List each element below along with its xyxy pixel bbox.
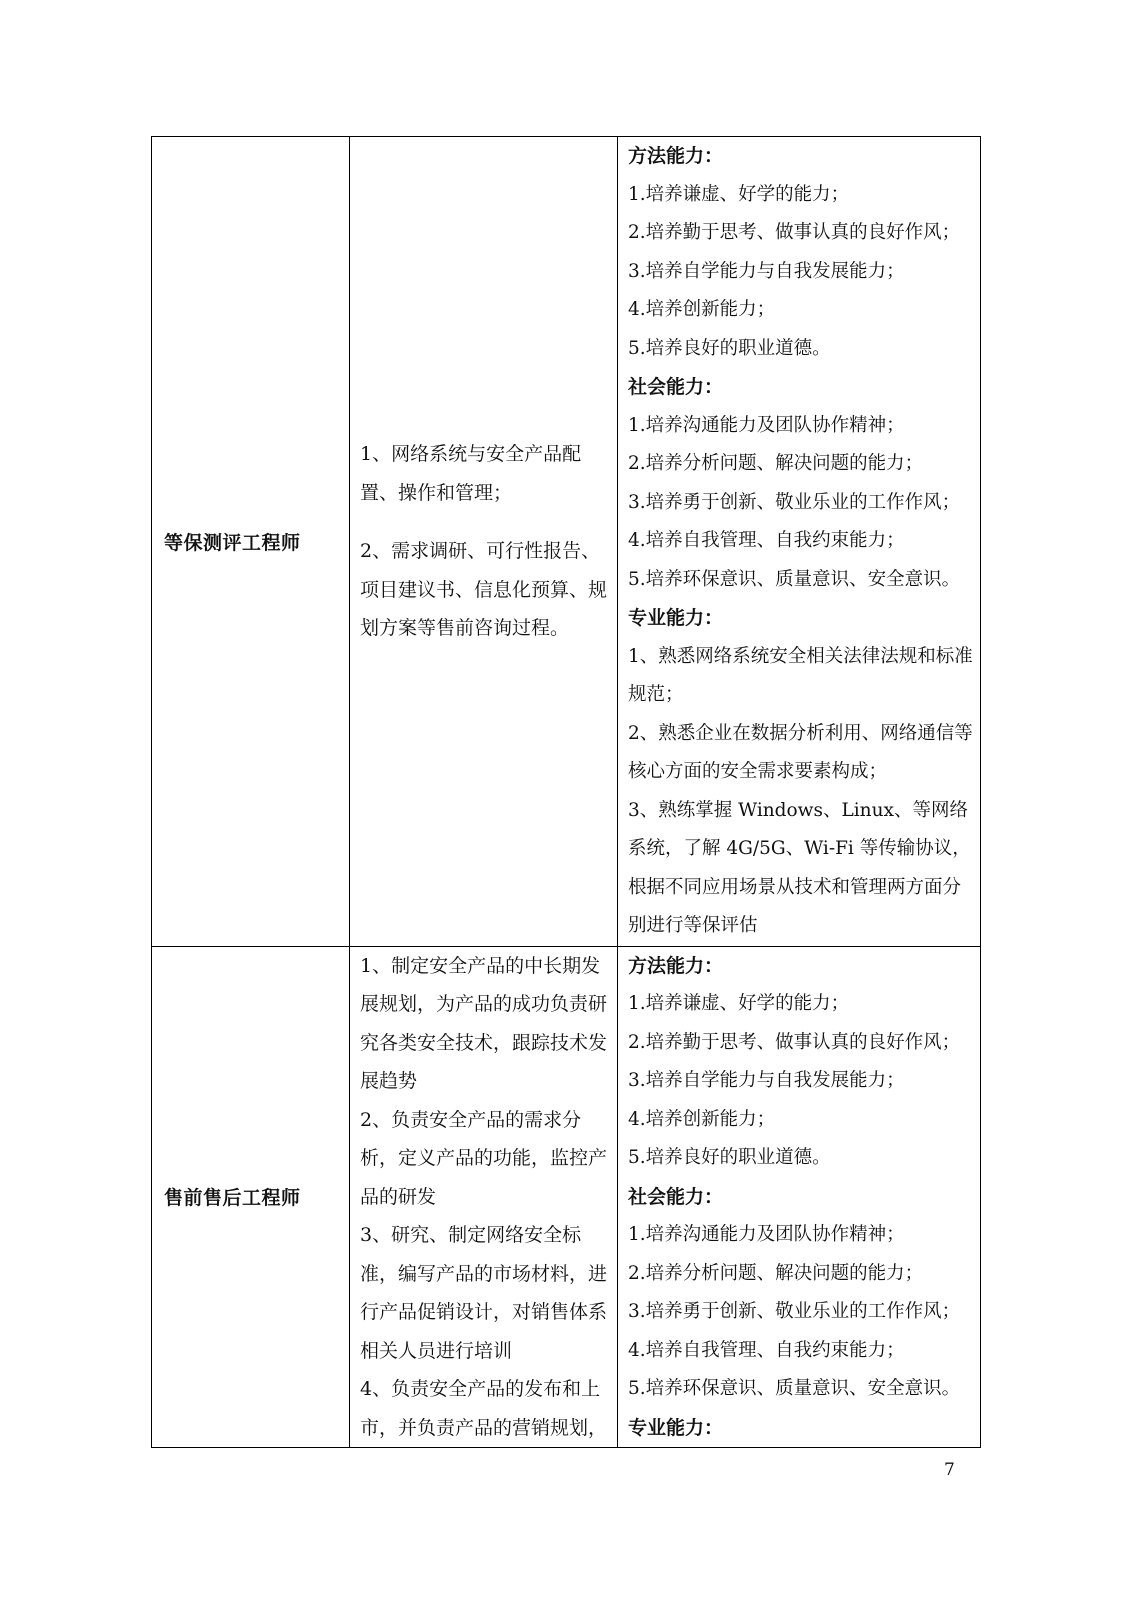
role-cell: 售前售后工程师 (152, 946, 350, 1448)
role-cell: 等保测评工程师 (152, 137, 350, 947)
ability-item: 2.培养勤于思考、做事认真的良好作风； (628, 1031, 961, 1053)
ability-item: 2.培养分析问题、解决问题的能力； (628, 453, 924, 474)
table-row (152, 137, 981, 947)
ability-item: 1、熟悉网络系统安全相关法律法规和标准规范； (628, 645, 973, 705)
duty-item: 4、负责安全产品的发布和上市，并负责产品的营销规划， (360, 1378, 608, 1439)
section-heading: 方法能力： (628, 145, 724, 167)
duty-item: 2、需求调研、可行性报告、项目建议书、信息化预算、规划方案等售前咨询过程。 (360, 540, 608, 639)
duty-cell (350, 946, 618, 1448)
duty-item: 1、网络系统与安全产品配置、操作和管理； (360, 443, 582, 504)
section-heading: 社会能力： (628, 376, 724, 398)
ability-item: 3、熟练掌握 Windows、Linux、等网络系统，了解 4G/5G、Wi-Fi 等传输协议，根据不同应用场景从技术和管理两方面分别进行等保评估 (628, 799, 971, 936)
section-heading: 专业能力： (628, 607, 724, 629)
ability-item: 1.培养沟通能力及团队协作精神； (628, 1224, 905, 1245)
ability-item: 2.培养分析问题、解决问题的能力； (628, 1262, 924, 1284)
ability-item: 1.培养谦虚、好学的能力； (628, 183, 850, 205)
ability-item: 3.培养自学能力与自我发展能力； (628, 1070, 905, 1091)
duty-item: 2、负责安全产品的需求分析，定义产品的功能，监控产品的研发 (360, 1108, 608, 1208)
spacer (360, 512, 609, 532)
ability-item: 5.培养环保意识、质量意识、安全意识。 (628, 568, 961, 590)
section-heading: 方法能力： (628, 954, 724, 977)
ability-item: 5.培养环保意识、质量意识、安全意识。 (628, 1378, 961, 1399)
ability-item: 3.培养勇于创新、敬业乐业的工作作风； (628, 491, 961, 513)
ability-item: 1.培养谦虚、好学的能力； (628, 993, 850, 1014)
ability-item: 4.培养自我管理、自我约束能力； (628, 530, 905, 551)
ability-item: 4.培养自我管理、自我约束能力； (628, 1339, 905, 1361)
ability-item: 2、熟悉企业在数据分析利用、网络通信等核心方面的安全需求要素构成； (628, 722, 973, 782)
ability-item: 4.培养创新能力； (628, 299, 776, 320)
ability-item: 5.培养良好的职业道德。 (628, 1147, 831, 1168)
duty-cell (350, 137, 618, 947)
ability-item: 1.培养沟通能力及团队协作精神； (628, 414, 905, 436)
duty-item: 3、研究、制定网络安全标准，编写产品的市场材料，进行产品促销设计，对销售体系相关人员进行培训 (360, 1224, 608, 1362)
ability-item: 3.培养勇于创新、敬业乐业的工作作风； (628, 1301, 961, 1322)
ability-cell (618, 137, 981, 947)
ability-item: 2.培养勤于思考、做事认真的良好作风； (628, 222, 961, 243)
job-ability-table (151, 136, 981, 1448)
page-number: 7 (944, 1460, 955, 1480)
duty-item: 1、制定安全产品的中长期发展规划，为产品的成功负责研究各类安全技术，跟踪技术发展趋势 (360, 954, 608, 1092)
ability-item: 4.培养创新能力； (628, 1108, 776, 1130)
ability-item: 3.培养自学能力与自我发展能力； (628, 260, 905, 282)
ability-item: 5.培养良好的职业道德。 (628, 337, 831, 359)
ability-cell (618, 946, 981, 1448)
section-heading: 社会能力： (628, 1185, 724, 1208)
section-heading: 专业能力： (628, 1416, 724, 1439)
table-row (152, 946, 981, 1448)
